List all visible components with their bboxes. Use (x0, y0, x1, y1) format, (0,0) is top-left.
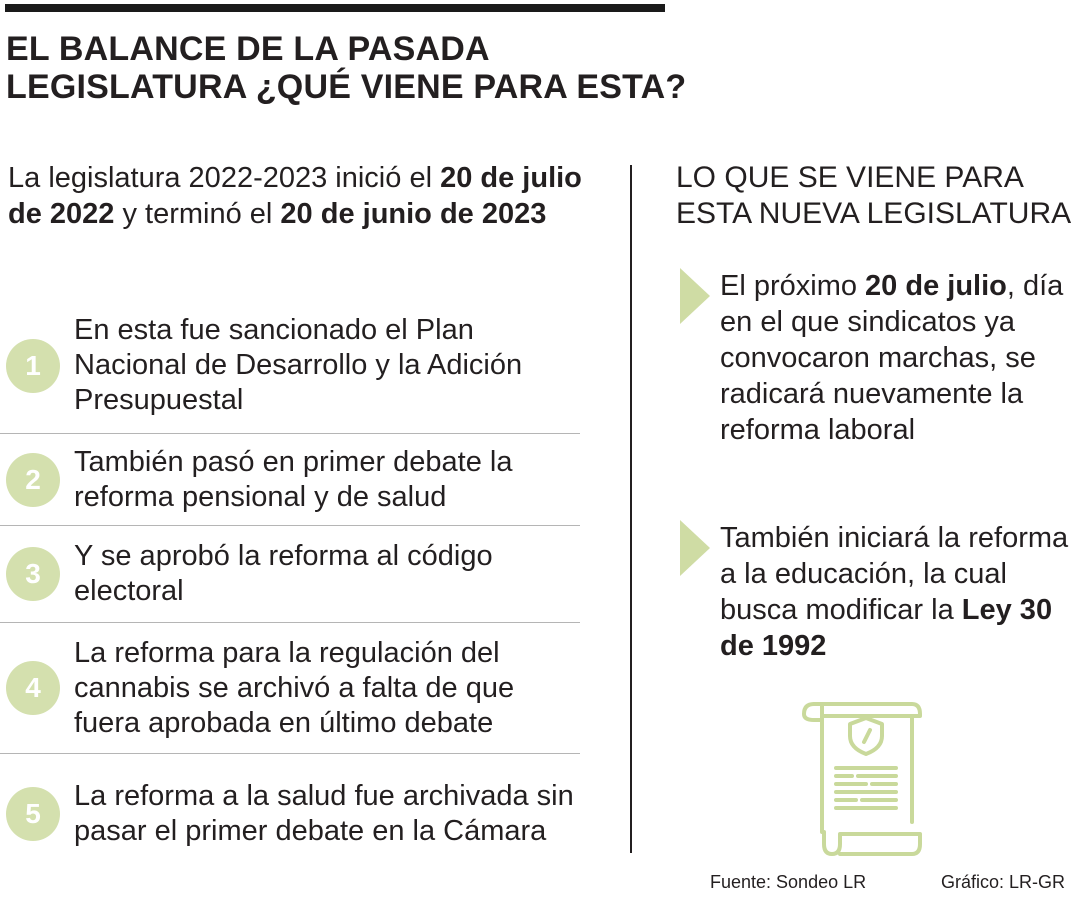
list-item (0, 434, 580, 526)
upcoming-item-1 (680, 268, 1080, 448)
upcoming-item-text: También iniciará la reforma a la educación, la cual busca modificar la Ley 30 de 1992 (720, 522, 1069, 662)
number-badge: 5 (6, 787, 60, 841)
highlight-date: 20 de julio (865, 270, 1007, 302)
triangle-bullet-icon (680, 520, 710, 576)
list-item-text: También pasó en primer debate la reforma pensional y de salud (74, 445, 513, 513)
upcoming-heading: LO QUE SE VIENE PARA ESTA NUEVA LEGISLATURA (676, 161, 1072, 230)
source-note: Fuente: Sondeo LR (710, 872, 867, 892)
upcoming-item-2 (680, 520, 1080, 664)
number-badge: 3 (6, 547, 60, 601)
page-title: EL BALANCE DE LA PASADA LEGISLATURA ¿QUÉ VIENE PARA ESTA? (6, 30, 687, 106)
balance-list (0, 298, 580, 874)
list-item-text: La reforma a la salud fue archivada sin pasar el primer debate en la Cámara (74, 780, 574, 847)
intro-end-date: 20 de junio de 2023 (280, 198, 547, 230)
list-item (0, 298, 580, 434)
list-item (0, 623, 580, 754)
number-badge: 4 (6, 661, 60, 715)
legal-document-shield-icon (800, 700, 922, 858)
highlight-law: Ley 30 de 1992 (720, 594, 1053, 662)
intro-part2: y terminó el (114, 198, 281, 230)
list-item-text: La reforma para la regulación del cannabis se archivó a falta de que fuera aprobada en último debate (74, 636, 515, 739)
upcoming-item-text: El próximo 20 de julio, día en el que sindicatos ya convocaron marchas, se radicará nuevamente la reforma laboral (720, 270, 1064, 446)
list-item-text: Y se aprobó la reforma al código electoral (74, 540, 493, 607)
intro-start-date: 20 de julio de 2022 (8, 162, 582, 230)
triangle-bullet-icon (680, 268, 710, 324)
list-item (0, 526, 580, 623)
top-rule (5, 4, 665, 12)
number-badge: 2 (6, 453, 60, 507)
intro-part1: La legislatura 2022-2023 inició el (8, 162, 441, 194)
column-divider (630, 165, 632, 853)
list-item-text: En esta fue sancionado el Plan Nacional de Desarrollo y la Adición Presupuestal (74, 314, 523, 416)
intro-text (8, 160, 588, 232)
graphic-credit: Gráfico: LR-GR (941, 872, 1066, 892)
list-item (0, 754, 580, 874)
number-badge: 1 (6, 339, 60, 393)
